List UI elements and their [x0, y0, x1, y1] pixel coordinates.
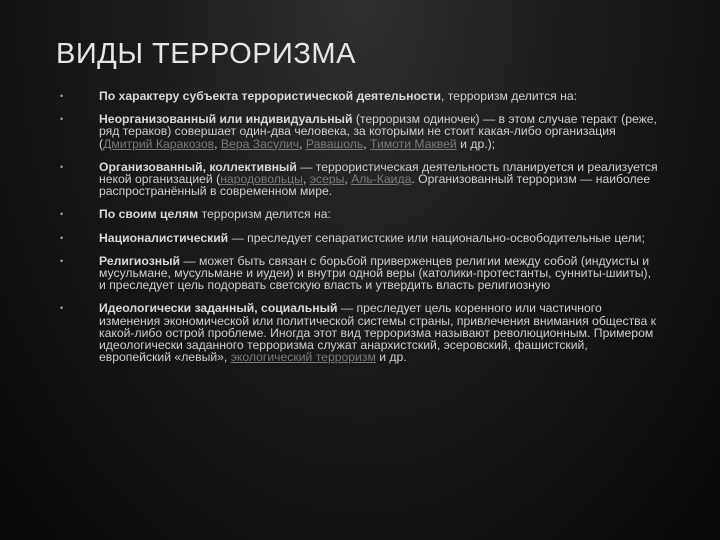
bullet-text: . Организованный терроризм — наиболее распространённый в современном мире.: [99, 172, 651, 199]
slide-title: ВИДЫ ТЕРРОРИЗМА: [56, 38, 356, 70]
bullet-text: и др.: [375, 350, 407, 365]
bullet-marker: •: [60, 303, 64, 314]
bullet-list: [60, 90, 660, 374]
link-mcveigh[interactable]: Тимоти Маквей: [370, 136, 457, 151]
bullet-bold-text: По своим целям: [99, 207, 199, 222]
bullet-text: — террористическая деятельность планируется и реализуется некой организацией (: [99, 159, 658, 187]
link-esery[interactable]: эсеры: [309, 172, 345, 187]
bullet-text: ,: [299, 136, 306, 151]
bullet-marker: •: [60, 232, 64, 243]
link-narodovoltsy[interactable]: народовольцы: [220, 172, 303, 187]
bullet-text: — преследует сепаратистские или национально-освободительные цели;: [228, 230, 645, 245]
bullet-item: [60, 232, 660, 244]
bullet-marker: •: [60, 255, 64, 266]
link-eco-terrorism[interactable]: экологический терроризм: [230, 350, 376, 365]
bullet-text: терроризм делится на:: [198, 207, 331, 222]
bullet-bold-text: Религиозный: [99, 253, 181, 268]
bullet-item: [60, 113, 660, 150]
link-karakozov[interactable]: Дмитрий Каракозов: [103, 136, 215, 151]
bullet-text: — преследует цель коренного или частичного изменения экономической или политической системы страны, привлечения внимания общества к какой-либо острой проблеме. Иногда этот вид терроризма называют революционным. Примером идеологически заданного терроризма служат анархистский, эсеровский, фашистский, европейский «левый»,: [99, 301, 656, 365]
bullet-text: ,: [344, 172, 352, 187]
bullet-marker: •: [60, 114, 64, 125]
bullet-bold-text: По характеру субъекта террористической деятельности: [99, 89, 441, 103]
link-zasulich[interactable]: Вера Засулич: [220, 136, 300, 151]
bullet-bold-text: Неорганизованный или индивидуальный: [99, 112, 353, 127]
bullet-item: [60, 255, 660, 292]
bullet-marker: •: [60, 161, 64, 172]
bullet-text: — может быть связан с борьбой приверженцев религии между собой (индуисты и мусульмане, мусульмане и иудеи) и внутри одной веры (католики-протестанты, сунниты-шииты), и преследует цель подорвать светскую власть и утвердить власть религиозную: [99, 253, 651, 293]
bullet-marker: •: [60, 209, 64, 220]
bullet-item: [60, 90, 660, 102]
bullet-item: [60, 161, 660, 198]
bullet-text: , терроризм делится на:: [440, 89, 578, 103]
bullet-bold-text: Идеологически заданный, социальный: [99, 301, 338, 316]
bullet-text: ,: [363, 136, 371, 151]
bullet-text: ,: [302, 172, 310, 187]
bullet-item: [60, 208, 660, 220]
bullet-text: ,: [214, 136, 221, 151]
link-ravachol[interactable]: Равашоль: [305, 136, 364, 151]
bullet-item: [60, 302, 660, 363]
bullet-text: (терроризм одиночек) — в этом случае теракт (реже, ряд тераков) совершает один-два человека, за которыми не стоит какая-либо организация (: [99, 112, 657, 151]
bullet-bold-text: Организованный, коллективный: [99, 159, 297, 174]
bullet-marker: •: [60, 91, 64, 101]
link-al-qaeda[interactable]: Аль-Каида: [351, 172, 412, 187]
bullet-text: и др.);: [456, 136, 496, 151]
bullet-bold-text: Националистический: [99, 230, 229, 245]
